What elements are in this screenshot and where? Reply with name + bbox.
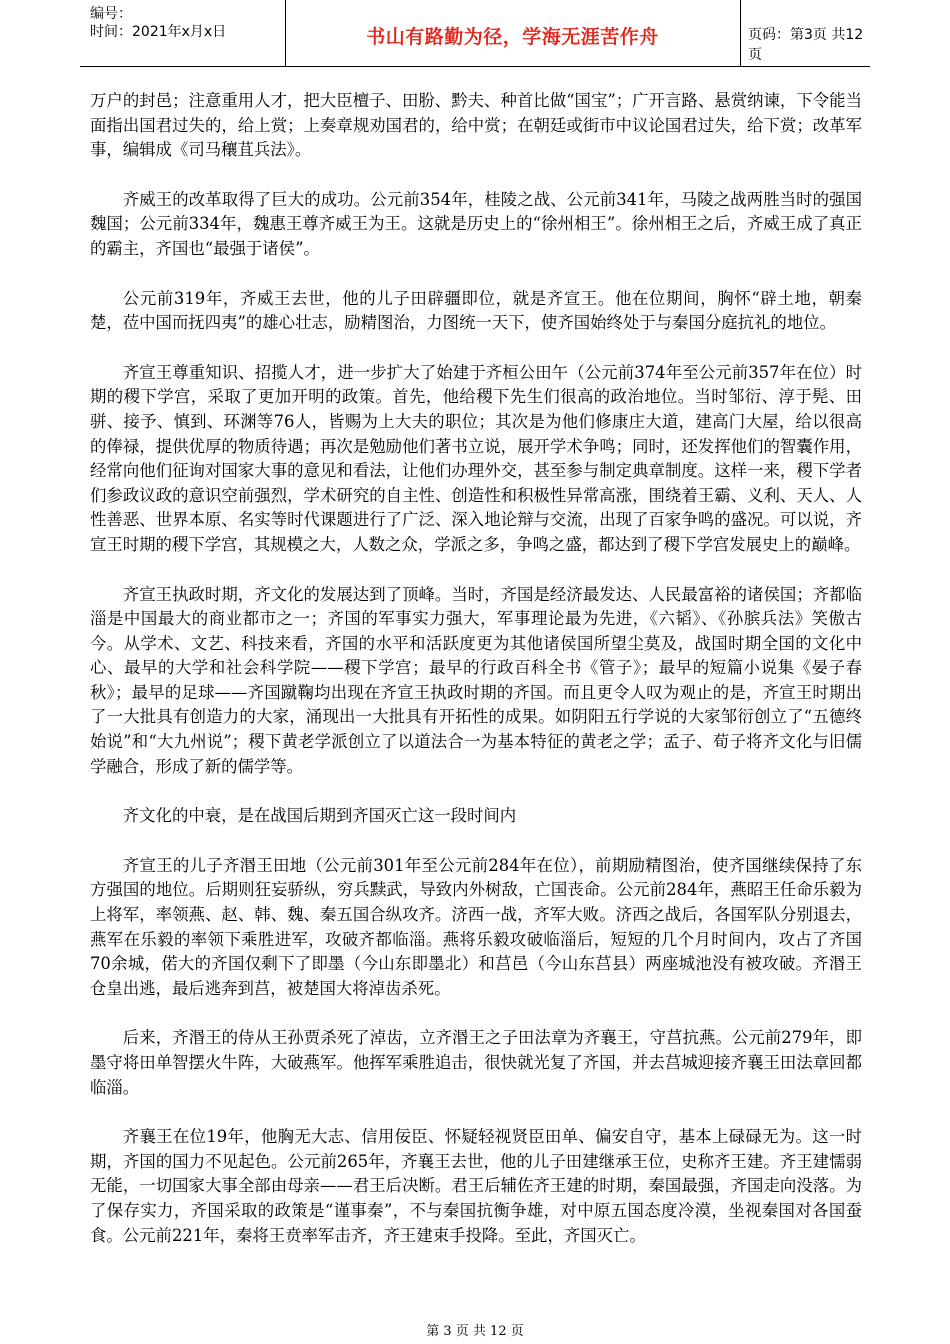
page-header bbox=[80, 0, 870, 67]
header-page-cell bbox=[740, 0, 870, 66]
header-info-cell bbox=[80, 0, 286, 66]
paragraph: 齐威王的改革取得了巨大的成功。公元前354年，桂陵之战、公元前341年，马陵之战两胜当时的强国魏国；公元前334年，魏惠王尊齐威王为王。这就是历史上的“徐州相王”。徐州相王之后，齐威王成了真正的霸主，齐国也“最强于诸侯”。 bbox=[90, 189, 862, 258]
document-body bbox=[90, 89, 862, 1273]
serial-label: 编号： bbox=[90, 6, 132, 22]
motto-text: 书山有路勤为径，学海无涯苦作舟 bbox=[366, 26, 659, 48]
paragraph: 齐宣王的儿子齐湣王田地（公元前301年至公元前284年在位），前期励精图治，使齐国继续保持了东方强国的地位。后期则狂妄骄纵，穷兵黩武，导致内外树敌，亡国丧命。公元前284年，燕昭王任命乐毅为上将军，率领燕、赵、韩、魏、秦五国合纵攻齐。济西一战，齐军大败。济西之战后，各国军队分别退去，燕军在乐毅的率领下乘胜进军，攻破齐都临淄。燕将乐毅攻破临淄后，短短的几个月时间内，攻占了齐国70余城，偌大的齐国仅剩下了即墨（今山东即墨北）和莒邑（今山东莒县）两座城池没有被攻破。齐湣王仓皇出逃，最后逃奔到莒，被楚国大将淖齿杀死。 bbox=[90, 855, 862, 998]
time-label: 时间：2021年x月x日 bbox=[90, 24, 227, 40]
header-motto-cell bbox=[285, 0, 741, 66]
page-footer: 第 3 页 共 12 页 bbox=[426, 1324, 524, 1339]
paragraph: 齐宣王执政时期，齐文化的发展达到了顶峰。当时，齐国是经济最发达、人民最富裕的诸侯国；齐都临淄是中国最大的商业都市之一；齐国的军事实力强大，军事理论最为先进，《六韬》、《孙膑兵法》笑傲古今。从学术、文艺、科技来看，齐国的水平和活跃度更为其他诸侯国所望尘莫及，战国时期全国的文化中心、最早的大学和社会科学院——稷下学宫；最早的行政百科全书《管子》；最早的短篇小说集《晏子春秋》；最早的足球——齐国蹴鞠均出现在齐宣王执政时期的齐国。而且更令人叹为观止的是，齐宣王时期出了一大批具有创造力的大家，涌现出一大批具有开拓性的成果。如阴阳五行学说的大家邹衍创立了“五德终始说”和“大九州说”；稷下黄老学派创立了以道法合一为基本特征的黄老之学；孟子、荀子将齐文化与旧儒学融合，形成了新的儒学等。 bbox=[90, 584, 862, 776]
paragraph: 后来，齐湣王的侍从王孙贾杀死了淖齿，立齐湣王之子田法章为齐襄王，守莒抗燕。公元前279年，即墨守将田单智摆火牛阵，大破燕军。他挥军乘胜追击，很快就光复了齐国，并去莒城迎接齐襄王田法章回都临淄。 bbox=[90, 1028, 862, 1097]
page-info: 页码：第3页 共12页 bbox=[748, 27, 864, 63]
paragraph-continued: 万户的封邑；注意重用人才，把大臣檀子、田肦、黔夫、种首比做“国宝”；广开言路、悬赏纳谏，下令能当面指出国君过失的，给上赏；上奏章规劝国君的，给中赏；在朝廷或街市中议论国君过失，给下赏；改革军事，编辑成《司马穰苴兵法》。 bbox=[90, 91, 862, 160]
section-heading-paragraph: 齐文化的中衰，是在战国后期到齐国灭亡这一段时间内 bbox=[122, 806, 517, 826]
paragraph: 齐宣王尊重知识、招揽人才，进一步扩大了始建于齐桓公田午（公元前374年至公元前357年在位）时期的稷下学宫，采取了更加开明的政策。首先，他给稷下先生们很高的政治地位。当时邹衍、淳于髡、田骈、接予、慎到、环渊等76人，皆赐为上大夫的职位；其次是为他们修康庄大道，建高门大屋，给以很高的俸禄，提供优厚的物质待遇；再次是勉励他们著书立说，展开学术争鸣；同时，还发挥他们的智囊作用，经常向他们征询对国家大事的意见和看法，让他们办理外交，甚至参与制定典章制度。这样一来，稷下学者们参政议政的意识空前强烈，学术研究的自主性、创造性和积极性异常高涨，围绕着王霸、义利、天人、人性善恶、世界本原、名实等时代课题进行了广泛、深入地论辩与交流，出现了百家争鸣的盛况。可以说，齐宣王时期的稷下学宫，其规模之大，人数之众，学派之多，争鸣之盛，都达到了稷下学宫发展史上的巅峰。 bbox=[90, 362, 862, 554]
paragraph: 公元前319年，齐威王去世，他的儿子田辟疆即位，就是齐宣王。他在位期间，胸怀“辟土地，朝秦楚，莅中国而抚四夷”的雄心壮志，励精图治，力图统一天下，使齐国始终处于与秦国分庭抗礼的地位。 bbox=[90, 288, 862, 333]
paragraph: 齐襄王在位19年，他胸无大志、信用佞臣、怀疑轻视贤臣田单、偏安自守，基本上碌碌无为。这一时期，齐国的国力不见起色。公元前265年，齐襄王去世，他的儿子田建继承王位，史称齐王建。齐王建懦弱无能，一切国家大事全部由母亲——君王后决断。君王后辅佐齐王建的时期，秦国最强，齐国走向没落。为了保存实力，齐国采取的政策是“谨事秦”，不与秦国抗衡争雄，对中原五国态度冷漠，坐视秦国对各国蚕食。公元前221年，秦将王贲率军击齐，齐王建束手投降。至此，齐国灭亡。 bbox=[90, 1127, 862, 1245]
